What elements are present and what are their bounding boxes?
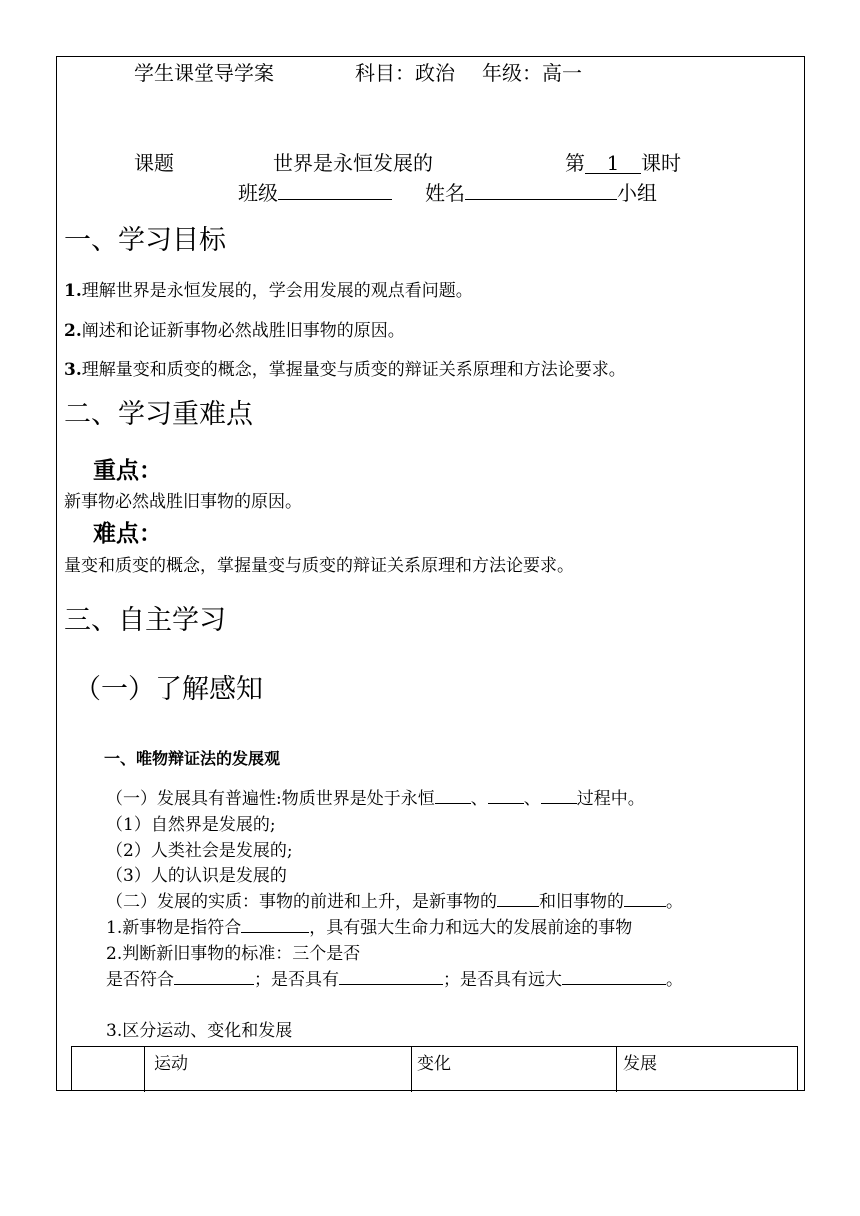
fill-text: 过程中。: [576, 789, 645, 809]
goal-item-2: [64, 323, 405, 340]
class-field: [238, 183, 392, 203]
section-title: 一、唯物辩证法的发展观: [104, 749, 281, 768]
fill-text: 和旧事物的: [539, 892, 624, 912]
hard-label: 难点：: [93, 521, 162, 547]
grade-label: 年级：高一: [482, 61, 582, 85]
fill-line-8: [106, 972, 683, 989]
lesson-prefix: 第: [565, 151, 585, 175]
answer-blank[interactable]: [541, 802, 577, 804]
answer-blank[interactable]: [339, 983, 443, 985]
fill-text: ，具有强大生命力和远大的发展前途的事物: [309, 918, 633, 938]
goal-number: 2.: [64, 321, 82, 341]
class-blank[interactable]: [278, 198, 392, 200]
class-label: 班级: [238, 181, 278, 205]
fill-text: 。: [666, 892, 683, 912]
topic-title: 世界是永恒发展的: [273, 151, 433, 175]
table-header-change: 变化: [417, 1054, 451, 1074]
text-line-9: 3.区分运动、变化和发展: [106, 1021, 293, 1041]
table-header-motion: 运动: [154, 1054, 188, 1074]
answer-blank[interactable]: [562, 983, 666, 985]
key-text: 新事物必然战胜旧事物的原因。: [64, 492, 302, 512]
fill-text: ；是否具有远大: [443, 970, 562, 990]
key-label: 重点：: [93, 458, 162, 484]
text-line-3: （2）人类社会是发展的;: [106, 841, 293, 861]
answer-blank[interactable]: [241, 931, 309, 933]
fill-text: 。: [666, 970, 683, 990]
name-field: [425, 183, 657, 203]
fill-text: （二）发展的实质：事物的前进和上升，是新事物的: [106, 892, 497, 912]
answer-blank[interactable]: [435, 802, 471, 804]
name-blank[interactable]: [465, 198, 617, 200]
fill-text: （一）发展具有普遍性:物质世界是处于永恒: [106, 789, 435, 809]
goal-number: 1.: [64, 281, 82, 301]
table-divider: [144, 1047, 145, 1092]
text-line-2: （1）自然界是发展的;: [106, 815, 276, 835]
fill-text: 1.新事物是指符合: [106, 918, 242, 938]
goal-number: 3.: [64, 360, 82, 380]
answer-blank[interactable]: [488, 802, 524, 804]
goal-text: 理解世界是永恒发展的，学会用发展的观点看问题。: [81, 281, 473, 301]
goal-text: 阐述和论证新事物必然战胜旧事物的原因。: [81, 321, 405, 341]
table-divider: [616, 1047, 617, 1092]
table-divider: [411, 1047, 412, 1092]
topic-label: 课题: [134, 151, 174, 175]
comparison-table: [71, 1046, 798, 1091]
text-line-4: （3）人的认识是发展的: [106, 866, 287, 886]
answer-blank[interactable]: [174, 983, 254, 985]
answer-blank[interactable]: [624, 905, 666, 907]
lesson-suffix: 课时: [641, 151, 681, 175]
lesson-number: 1: [585, 153, 641, 174]
text-line-7: 2.判断新旧事物的标准：三个是否: [106, 944, 361, 964]
keypoints-heading: 二、学习重难点: [64, 399, 253, 430]
goal-item-3: [64, 362, 626, 379]
fill-line-1: [106, 791, 645, 808]
name-label: 姓名: [425, 181, 465, 205]
fill-text: 是否符合: [106, 970, 174, 990]
self-study-heading: 三、自主学习: [64, 605, 226, 636]
goal-text: 理解量变和质变的概念，掌握量变与质变的辩证关系原理和方法论要求。: [81, 360, 626, 380]
separator: 、: [470, 789, 488, 809]
answer-blank[interactable]: [497, 905, 539, 907]
self-study-subheading: （一）了解感知: [74, 674, 263, 705]
goal-item-1: [64, 283, 473, 300]
separator: 、: [523, 789, 541, 809]
group-label: 小组: [617, 181, 657, 205]
subject-label: 科目：政治: [355, 61, 455, 85]
document-title: 学生课堂导学案: [134, 61, 274, 85]
lesson-number-line: [565, 153, 681, 174]
hard-text: 量变和质变的概念，掌握量变与质变的辩证关系原理和方法论要求。: [64, 556, 574, 576]
fill-text: ；是否具有: [254, 970, 339, 990]
table-header-development: 发展: [623, 1054, 657, 1074]
fill-line-6: [106, 920, 632, 937]
fill-line-5: [106, 894, 683, 911]
goals-heading: 一、学习目标: [64, 225, 226, 256]
